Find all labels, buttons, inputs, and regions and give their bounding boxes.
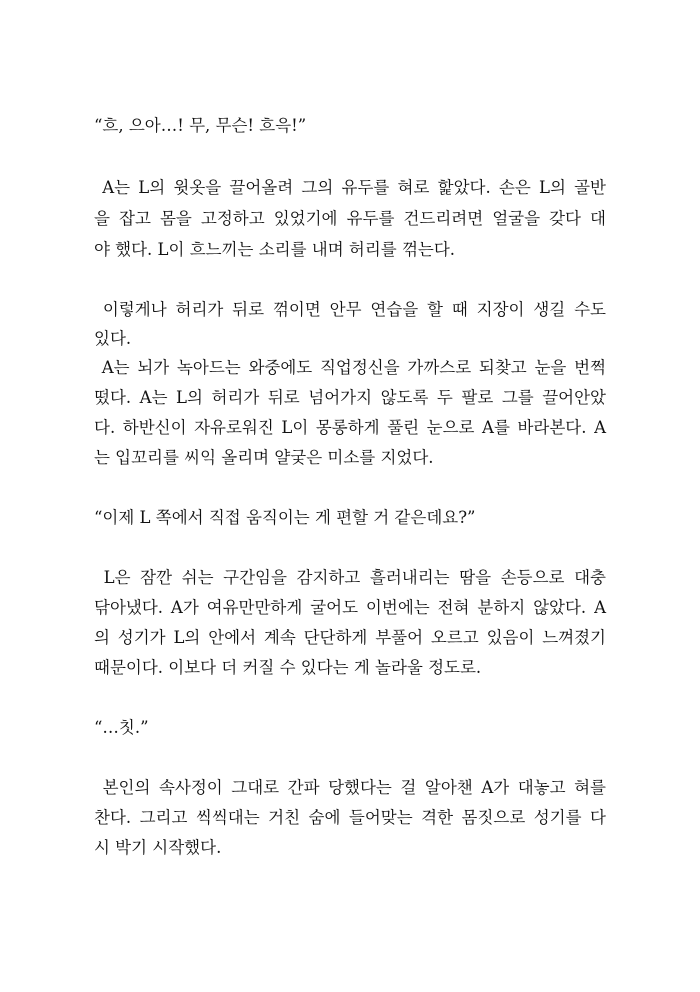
narration-line: 는 입꼬리를 씨익 올리며 얄궂은 미소를 지었다. — [94, 448, 434, 467]
narration-line: A는 뇌가 녹아드는 와중에도 직업정신을 가까스로 되찾고 눈을 번쩍 — [94, 358, 606, 377]
narration-line: 시 박기 시작했다. — [94, 838, 222, 857]
narration-line: L은 잠깐 쉬는 구간임을 감지하고 흘러내리는 땀을 손등으로 대충 — [94, 568, 606, 587]
narration-line: 본인의 속사정이 그대로 간파 당했다는 걸 알아챈 A가 대놓고 혀를 — [94, 778, 606, 797]
narration-line: 때문이다. 이보다 더 커질 수 있다는 게 놀라울 정도로. — [94, 658, 482, 677]
narration-line: 찬다. 그리고 씩씩대는 거친 숨에 들어맞는 격한 몸짓으로 성기를 다 — [94, 808, 606, 827]
narration-line: 떴다. A는 L의 허리가 뒤로 넘어가지 않도록 두 팔로 그를 끌어안았 — [94, 388, 606, 407]
narration-line: A는 L의 윗옷을 끌어올려 그의 유두를 혀로 핥았다. 손은 L의 골반 — [94, 178, 606, 197]
dialogue-line: “…칫.” — [94, 718, 149, 737]
narration-line: 의 성기가 L의 안에서 계속 단단하게 부풀어 오르고 있음이 느껴졌기 — [94, 628, 606, 647]
narration-line: 을 잡고 몸을 고정하고 있었기에 유두를 건드리려면 얼굴을 갖다 대 — [94, 209, 606, 228]
narration-line: 이렇게나 허리가 뒤로 꺾이면 안무 연습을 할 때 지장이 생길 수도 — [94, 300, 606, 319]
narration-line: 야 했다. L이 흐느끼는 소리를 내며 허리를 꺾는다. — [94, 240, 456, 259]
dialogue-line: “이제 L 쪽에서 직접 움직이는 게 편할 거 같은데요?” — [94, 508, 476, 527]
narration-line: 있다. — [94, 329, 132, 348]
narration-line: 다. 하반신이 자유로워진 L이 몽롱하게 풀린 눈으로 A를 바라본다. A — [94, 418, 606, 437]
dialogue-line: “흐, 으아…! 무, 무슨! 흐윽!” — [94, 116, 307, 135]
narration-line: 닦아냈다. A가 여유만만하게 굴어도 이번에는 전혀 분하지 않았다. A — [94, 598, 606, 617]
